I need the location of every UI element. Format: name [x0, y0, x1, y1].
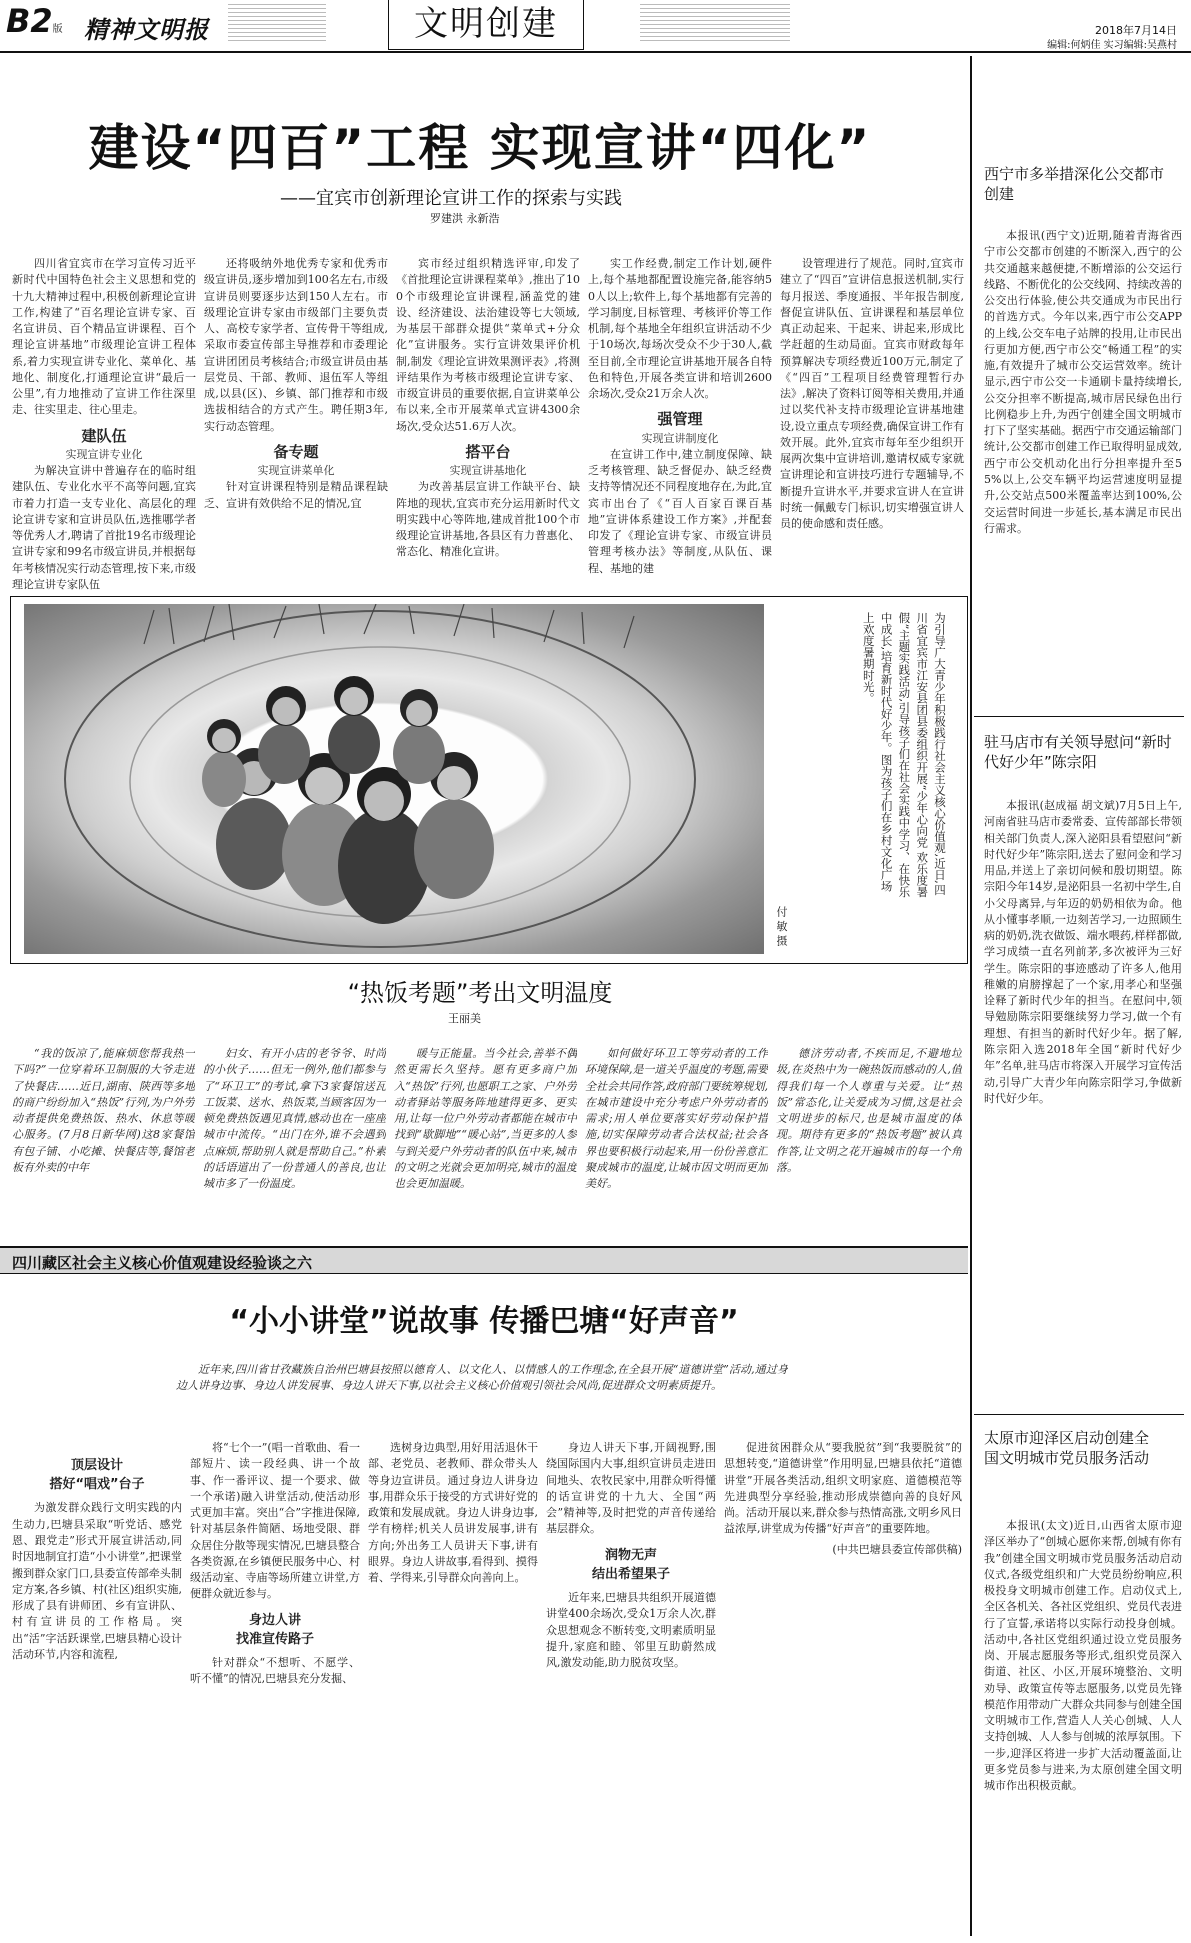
section-box	[388, 0, 584, 50]
issue-date: 2018年7月14日	[1095, 24, 1177, 37]
lower-col5: 促进贫困群众从“要我脱贫”到“我要脱贫”的思想转变,“道德讲堂”作用明显,巴塘县依托“道德讲堂”开展各类活动,组织文明家庭、道德模范等先进典型分享经验,推动形成崇德向善的良好风尚。活动开展以来,群众参与热情高涨,文明乡风日益浓厚,讲堂成为传播“好声音”的重要阵地。 (中共巴塘县委宣传部供稿)	[724, 1440, 962, 1935]
photo-svg	[24, 604, 764, 954]
lower-col3: 选树身边典型,用好用活退休干部、老党员、老教师、群众带头人等身边宣讲员。通过身边人讲身边事,用群众乐于接受的方式讲好党的政策和发展成就。身边人讲身边事,学有榜样;机关人员讲发展事,讲有方向;外出务工人员讲天下事,讲有眼界。身边人讲故事,看得到、摸得着、学得来,引导群众向善向上。	[368, 1441, 538, 1585]
paper-name: 精神文明报	[84, 15, 209, 44]
sidebar-body-1: 本报讯(西宁文)近期,随着青海省西宁市公交都市创建的不断深入,西宁的公共交通越来越便捷,不断增添的公交运行线路、不断优化的公交线网、持续改善的公交出行体验,使公共交通成为市民出行的首选方式。今年以来,西宁市公交APP的上线,公交车电子站牌的投用,让市民出行更加方便,西宁市公交“畅通工程”的实施,有效提升了城市公交运营效率。统计显示,西宁市公交一卡通刷卡量持续增长,公交分担率不断提高,城市居民绿色出行比例稳步上升,为西宁创建全国文明城市打下了坚实基础。据西宁市交通运输部门统计,公交都市创建工作已取得明显成效,西宁市公交机动化出行分担率提升至55%以上,公交车辆平均运营速度明显提升,公交站点500米覆盖率达到100%,公交运营时间进一步延长,基本满足市民出行需求。	[984, 229, 1182, 535]
main-col5: 设管理进行了规范。同时,宜宾市建立了“四百”宣讲信息报送机制,实行每月报送、季度通报、半年报告制度,督促宣讲队伍、宣讲课程和基层单位真正动起来、干起来、讲起来,形成比学赶超的生动局面。宜宾市财政每年预算解决专项经费近100万元,制定了《“四百”工程项目经费管理暂行办法》,解决了资料订阅等相关费用,并通过以奖代补支持市级理论宣讲基地建设,设立重点专项经费,确保宣讲工作有效开展。此外,宜宾市每年至少组织开展两次集中宣讲培训,邀请权威专家就宣讲理论和宣讲技巧进行专题辅导,不断提升宣讲水平,并要求宣讲人在宣讲时统一佩戴专门标识,切实增强宣讲人员的使命感和责任感。	[780, 257, 964, 531]
feature-headline: “热饭考题”考出文明温度	[347, 979, 613, 1007]
sub-head: 强管理	[657, 410, 703, 429]
sidebar-rule	[974, 716, 1184, 717]
feature-col4: 如何做好环卫工等劳动者的工作环境保障,是一道关乎温度的考题,需要全社会共同作答,政府部门要统筹规划,在城市建设中充分考虑户外劳动者的需求;用人单位要落实好劳动保护措施,切实保障劳动者合法权益;社会各界也要积极行动起来,用一份份善意汇聚成城市的温度,让城市因文明而更加美好。	[585, 1047, 768, 1191]
lower-col2: 将“七个一”(唱一首歌曲、看一部短片、读一段经典、讲一个故事、作一番评议、提一个要求、做一个承诺)融入讲堂活动,使活动形式更加丰富。突出“合”字推进保障,针对基层条件简陋、场地受限、群众居住分散等现实情况,巴塘县整合各类资源,在乡镇便民服务中心、村级活动室、寺庙等场所建立讲堂,方便群众就近参与。 身边人讲 找准宣传路子 针对群众“不想听、不愿学、听不懂”的情况,巴塘县充分发掘、	[190, 1441, 360, 1686]
lower-subhead: 顶层设计	[70, 1458, 123, 1473]
children-group	[202, 676, 494, 924]
feature-col1: “我的饭凉了,能麻烦您帮我热一下吗?”一位穿着环卫制服的大爷走进了快餐店……近日,湖南、陕西等多地的商户纷纷加入“热饭”行列,为户外劳动者提供免费热饭、热水、休息等暖心服务。(7月8日新华网)这8家餐馆有包子铺、小吃摊、快餐店等,餐馆老板有外卖的中年	[12, 1047, 195, 1174]
lower-col4: 身边人讲天下事,开阔视野,围绕国际国内大事,组织宣讲员走进田间地头、农牧民家中,用群众听得懂的话宣讲党的十九大、全国“两会”精神等,及时把党的声音传递给基层群众。 润物无声 结出希望果子 近年来,巴塘县共组织开展道德讲堂400余场次,受众1万余人次,群众思想观念不断转变,文明素质明显提升,家庭和睦、邻里互助蔚然成风,激发动能,助力脱贫攻坚。	[546, 1441, 716, 1670]
masthead-deco	[228, 4, 326, 44]
photo-caption: 为引导广大青少年积极践行社会主义核心价值观,近日,四川省宜宾市江安县团县委组织开展“少年心向党 欢乐度暑假”主题实践活动,引导孩子们在社会实践中学习、在快乐中成长,培育新时代好少年。图为孩子们在乡村文化广场上欢度暑期时光。	[861, 612, 947, 898]
lower-subhead: 润物无声	[604, 1547, 657, 1563]
lower-intro: 近年来,四川省甘孜藏族自治州巴塘县按照以德育人、以文化人、以情感人的工作理念,在全县开展“道德讲堂”活动,通过身边人讲身边事、身边人讲发展事、身边人讲天下事,以社会主义核心价值观引领社会风尚,促进群众文明素质提升。	[176, 1363, 788, 1393]
masthead-rule	[0, 51, 1191, 53]
sidebar-body-3: 本报讯(太文)近日,山西省太原市迎泽区举办了“创城心愿你来帮,创城有你有我”创建全国文明城市党员服务活动启动仪式,各级党组织和广大党员纷纷响应,积极投身文明城市创建工作。启动仪式上,全区各机关、各社区党组织、党员代表进行了宣誓,承诺将以实际行动投身创城。活动中,各社区党组织通过设立党员服务岗、开展志愿服务等形式,组织党员深入街道、社区、小区,开展环境整治、文明劝导、政策宣传等志愿服务,以党员先锋模范作用带动广大群众共同参与创建全国文明城市工作,营造人人关心创城、人人支持创城、人人参与创城的浓厚氛围。下一步,迎泽区将进一步扩大活动覆盖面,让更多党员参与进来,为太原创建全国文明城市作出积极贡献。	[984, 1519, 1182, 1793]
main-col2: 还将吸纳外地优秀专家和优秀市级宣讲员,逐步增加到100名左右,市级宣讲员则要逐步达到150人左右。市级理论宣讲专家由市级部门主要负责人、高校专家学者、宣传骨干等组成,采取市委宣传部主导推荐和市委理论宣讲团团员考核结合;市级宣讲员由基层党员、干部、教师、退伍军人等组成,以县(区)、乡镇、部门推荐和市级选拔相结合的方式产生。聘任期3年,实行动态管理。 备专题 实现宣讲菜单化 针对宣讲课程特别是精品课程缺乏、宣讲有效供给不足的情况,宜	[204, 257, 388, 510]
main-col1: 四川省宜宾市在学习宣传习近平新时代中国特色社会主义思想和党的十九大精神过程中,积极创新理论宣讲工作,构建了“百名理论宣讲专家、百名宣讲员、百个精品宣讲课程、百个理论宣讲基地”市级理论宣讲工程体系,着力实现宣讲专业化、菜单化、基地化、制度化,打通理论宣讲“最后一公里”,有力地推动了宣讲工作往深里走、往实里走、往心里走。 建队伍 实现宣讲专业化 为解决宣讲中普遍存在的临时组建队伍、专业化水平不高等问题,宜宾市着力打造一支专业化、高层化的理论宣讲专家和宣讲员队伍,选推哪学者等优秀人才,聘请了首批19名市级理论宣讲专家和99名市级宣讲员,并根据每年考核情况实行动态管理,按下来,市级理论宣讲专家队伍	[12, 257, 196, 591]
main-col4: 实工作经费,制定工作计划,硬件上,每个基地都配置设施完备,能容纳50人以上;软件上,每个基地都有完善的学习制度,目标管理、考核评价等工作机制,每个基地全年组织宣讲活动不少于10场次,每场次受众不少于30人,截至目前,全市理论宣讲基地开展各自特色和特色,开展各类宣讲和培训2600余场次,受众21万余人次。 强管理 实现宣讲制度化 在宣讲工作中,建立制度保障、缺乏考核管理、缺乏督促办、缺乏经费支持等情况还不同程度地存在,为此,宜宾市出台了《“百人百家百课百基地”宣讲体系建设工作方案》,并配套印发了《理论宣讲专家、市级宣讲员管理考核办法》等制度,从队伍、课程、基地的建	[588, 257, 772, 575]
masthead-deco-right	[640, 4, 790, 44]
photo	[24, 604, 764, 954]
sidebar-body-2: 本报讯(赵成福 胡文斌)7月5日上午,河南省驻马店市委常委、宣传部部长带领相关部门负责人,深入泌阳县看望慰问“新时代好少年”陈宗阳,送去了慰问金和学习用品,并送上了亲切问候和殷切期望。陈宗阳今年14岁,是泌阳县一名初中学生,自小父母离异,与年迈的奶奶相依为命。他从小懂事孝顺,一边刻苦学习,一边照顾生病的奶奶,洗衣做饭、端水喂药,样样都做,学习成绩一直名列前茅,多次被评为三好学生。陈宗阳的事迹感动了许多人,他用稚嫩的肩膀撑起了一个家,用孝心和坚强诠释了新时代少年的担当。在慰问中,领导勉励陈宗阳要继续努力学习,做一个有理想、有担当的新时代好少年。据了解,陈宗阳入选2018年全国“新时代好少年”名单,驻马店市将深入开展学习宣传活动,引导广大青少年向陈宗阳学习,争做新时代好少年。	[984, 799, 1182, 1105]
editor-credit: 编辑:何炳佳 实习编辑:吴燕村	[1047, 40, 1177, 51]
feature-byline: 王丽美	[448, 1012, 481, 1025]
page-number: B2版	[6, 2, 63, 40]
feature-col5: 德济劳动者,不疾而足,不避地垃圾,在炎热中为一碗热饭而感动的人,值得我们每一个人尊重与关爱。让“热饭”常态化,让关爱成为习惯,这是社会文明进步的标尺,也是城市温度的体现。期待有更多的“热饭考题”被认真作答,让文明之花开遍城市的每一个角落。	[776, 1047, 962, 1174]
sidebar-headline-3: 太原市迎泽区启动创建全国文明城市党员服务活动	[984, 1429, 1150, 1468]
lower-subhead: 身边人讲	[248, 1612, 301, 1628]
sub-head: 搭平台	[465, 442, 511, 461]
main-byline: 罗建洪 永新浩	[430, 212, 500, 225]
lower-credit: (中共巴塘县委宣传部供稿)	[832, 1542, 962, 1556]
sub-head: 建队伍	[81, 426, 127, 445]
sidebar-rule	[974, 1414, 1184, 1415]
feature-col2: 妇女、有开小店的老爷爷、时尚的小伙子……但无一例外,他们都参与了“环卫工”的考试,拿下3家餐馆送瓦工饭菜、送水、热饭菜,当顾客因为一顿免费热饭遇见真情,感动也在一座座城市中流传。“出门在外,谁不会遇到点麻烦,帮助别人就是帮助自己。”朴素的话语道出了一份普通人的善良,也让城市多了一份温度。	[203, 1047, 386, 1191]
sidebar-divider	[970, 56, 972, 1936]
main-headline: 建设“四百”工程 实现宣讲“四化”	[88, 119, 872, 177]
main-col3: 宾市经过组织精选评审,印发了《首批理论宣讲课程菜单》,推出了100个市级理论宣讲课程,涵盖党的建设、经济建设、法治建设等七大领域,为基层干部群众提供“菜单式+分众化”宣讲服务。实行宣讲效果评价机制,制发《理论宣讲效果测评表》,将测评结果作为考核市级理论宣讲专家、市级宣讲员的重要依据,自宣讲菜单公布以来,全市开展菜单式宣讲4300余场次,受众达51.6万人次。 搭平台 实现宣讲基地化 为改善基层宣讲工作缺平台、缺阵地的现状,宜宾市充分运用新时代文明实践中心等阵地,建成首批100个市级理论宣讲基地,各县区有力普惠化、常态化、精准化宣讲。	[396, 257, 580, 559]
sidebar-headline-2: 驻马店市有关领导慰问“新时代好少年”陈宗阳	[984, 733, 1172, 772]
lower-headline: “小小讲堂”说故事 传播巴塘“好声音”	[229, 1304, 739, 1339]
series-banner-text: 四川藏区社会主义核心价值观建设经验谈之六	[12, 1254, 313, 1272]
section-title: 文明创建	[414, 4, 558, 44]
feature-col3: 暖与正能量。当今社会,善举不偶然更需长久坚持。愿有更多商户加入“热饭”行列,也愿职工之家、户外劳动者驿站等服务阵地建得更多、更实用,让每一位户外劳动者都能在城市中找到“歇脚地”“暖心站”,当更多的人参与到关爱户外劳动者的队伍中来,城市的文明之光就会更加明亮,城市的温度也会更加温暖。	[394, 1047, 577, 1191]
series-banner	[0, 1246, 968, 1274]
sidebar-headline-1: 西宁市多举措深化公交都市创建	[984, 165, 1165, 204]
photo-credit: 付 敏 摄	[775, 906, 788, 946]
sub-head: 备专题	[273, 442, 319, 461]
lower-col1: 顶层设计 搭好“唱戏”台子 为激发群众践行文明实践的内生动力,巴塘县采取“听党话、感党恩、跟党走”形式开展宣讲活动,同时因地制宜打造“小小讲堂”,把课堂搬到群众家门口,县委宣传部牵头制定方案,各乡镇、村(社区)组织实施,形成了县有讲师团、乡有宣讲队、村有宣讲员的工作格局。突出“活”字活跃课堂,巴塘县精心设计活动环节,内容和流程,	[12, 1458, 182, 1661]
main-subtitle: ——宜宾市创新理论宣讲工作的探索与实践	[280, 188, 622, 209]
